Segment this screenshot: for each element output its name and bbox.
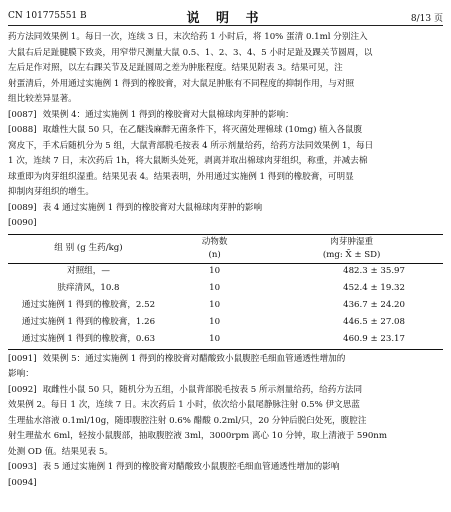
para-0089	[8, 201, 443, 217]
para-0088-line: 球重即为肉芽组织湿重。结果见表 4。结果表明，外用通过实施例 1 得到的橡胶膏，可明显	[8, 171, 354, 182]
para-0094	[8, 476, 443, 492]
para-tag: [0093]	[8, 462, 37, 472]
para-1-line: 大鼠右后足趾腱膜下致炎，用窄带尺测量大鼠 0.5、1、2、3、4、5 小时足趾及踝关节圆周，以	[8, 47, 373, 58]
header-w-unit: (mg: X̄ ± SD)	[322, 249, 381, 260]
cell-n: 10	[209, 283, 221, 294]
table-row	[8, 281, 443, 298]
para-tag: [0091]	[8, 353, 37, 364]
para-0093	[8, 460, 443, 476]
cell-group: 通过实施例 1 得到的橡胶膏，0.63	[21, 334, 156, 345]
para-0088-line: 1 次，连续 7 日，末次药后 1h，将大鼠断头处死，剥离并取出棉球肉芽组织，称重，并减去棉	[8, 156, 368, 166]
table-caption: 表 4 通过实施例 1 得到的橡胶膏对大鼠棉球肉芽肿的影响	[42, 202, 263, 213]
header-w-label: 肉芽肿湿重	[330, 236, 374, 247]
para-tag: [0088]	[8, 125, 37, 135]
header-rule	[8, 25, 443, 26]
header-animal-count	[169, 234, 260, 263]
para-0092-line: 射生理盐水 6ml，轻按小鼠腹部，抽取腹腔液 3ml，3000rpm 离心 10 分钟，取上清液于 590nm	[8, 431, 387, 441]
para-tag: [0092]	[8, 384, 37, 395]
cell-value: 482.3 ± 35.97	[343, 266, 405, 277]
header-group: 组 别 (g 生药/kg)	[54, 243, 123, 253]
para-0088-line: 抑制肉芽组织的增生。	[8, 187, 94, 197]
document-title: 说 明 书	[186, 11, 265, 26]
header-n-unit: (n)	[208, 249, 221, 260]
para-tag: [0087]	[8, 109, 37, 120]
cell-n: 10	[209, 300, 221, 311]
patent-number: CN 101775551 B	[8, 11, 87, 21]
table-row	[8, 263, 443, 281]
table-row	[8, 298, 443, 315]
cell-group: 对照组，—	[66, 266, 110, 277]
header-wet-weight	[260, 234, 443, 263]
page-header	[8, 8, 443, 24]
para-text: 效果例 5：通过实施例 1 得到的橡胶膏对醋酸致小鼠腹腔毛细血管通透性增加的	[42, 353, 346, 364]
cell-n: 10	[209, 266, 221, 277]
para-1-line: 药方法同效果例 1。每日一次，连续 3 日，末次给药 1 小时后，将 10% 蛋清 0.1ml 分别注入	[8, 32, 368, 42]
table-4	[8, 234, 443, 350]
para-tag: [0090]	[8, 218, 37, 228]
table-caption: 表 5 通过实施例 1 得到的橡胶膏对醋酸致小鼠腹腔毛细血管通透性增加的影响	[42, 462, 340, 472]
para-tag: [0094]	[8, 477, 37, 488]
para-1-line: 射蛋清后，外用通过实施例 1 得到的橡胶膏，对大鼠足肿胀有不同程度的抑制作用，与对照	[8, 78, 355, 89]
para-0090	[8, 216, 443, 232]
para-0091	[8, 352, 443, 368]
cell-n: 10	[209, 334, 221, 345]
cell-value: 460.9 ± 23.17	[343, 334, 405, 345]
page-number: 8/13 页	[410, 14, 443, 24]
para-1-line: 组比较差异显著。	[8, 94, 77, 104]
cell-value: 452.4 ± 19.32	[343, 283, 405, 294]
cell-group: 通过实施例 1 得到的橡胶膏，1.26	[21, 317, 156, 328]
para-text: 取雌性小鼠 50 只，随机分为五组，小鼠背部脱毛按表 5 所示剂量给药，给药方法同	[42, 384, 363, 395]
header-n-label: 动物数	[201, 236, 228, 247]
para-0092-line: 生理盐水溶液 0.1ml/10g，随即腹腔注射 0.6% 醋酸 0.2ml/只，20 分钟后脱臼处死，腹腔注	[8, 415, 367, 426]
para-1-line: 左后足作对照，以左右踝关节及足趾圆周之差为肿胀程度。结果见附表 3。结果可见，注	[8, 63, 343, 73]
para-0092	[8, 383, 443, 399]
para-0087	[8, 108, 443, 124]
para-0091-line: 影响：	[8, 369, 34, 379]
para-tag: [0089]	[8, 202, 37, 213]
para-0088	[8, 123, 443, 139]
cell-value: 446.5 ± 27.08	[343, 317, 405, 328]
para-text: 取雄性大鼠 50 只，在乙醚浅麻醉无菌条件下，将灭菌处理棉球 (10mg) 植入各鼠腹	[42, 125, 363, 135]
cell-value: 436.7 ± 24.20	[343, 300, 405, 311]
para-0088-line: 窝皮下，手术后随机分为 5 组，大鼠背部脱毛按表 4 所示剂量给药，给药方法同效果例 1，每日	[8, 140, 374, 151]
cell-group: 肤痒清风，10.8	[57, 283, 120, 294]
para-text: 效果例 4：通过实施例 1 得到的橡胶膏对大鼠棉球肉芽肿的影响：	[42, 109, 294, 120]
para-0092-line: 效果例 2。每日 1 次，连续 7 日。末次药后 1 小时，依次给小鼠尾静脉注射 0.5% 伊文思蓝	[8, 400, 360, 410]
table-row	[8, 332, 443, 350]
cell-n: 10	[209, 317, 221, 328]
cell-group: 通过实施例 1 得到的橡胶膏，2.52	[21, 300, 156, 311]
table-row	[8, 315, 443, 332]
table-header-row	[8, 234, 443, 263]
para-0092-line: 处测 OD 值。结果见表 5。	[8, 446, 113, 457]
document-body	[8, 30, 443, 491]
